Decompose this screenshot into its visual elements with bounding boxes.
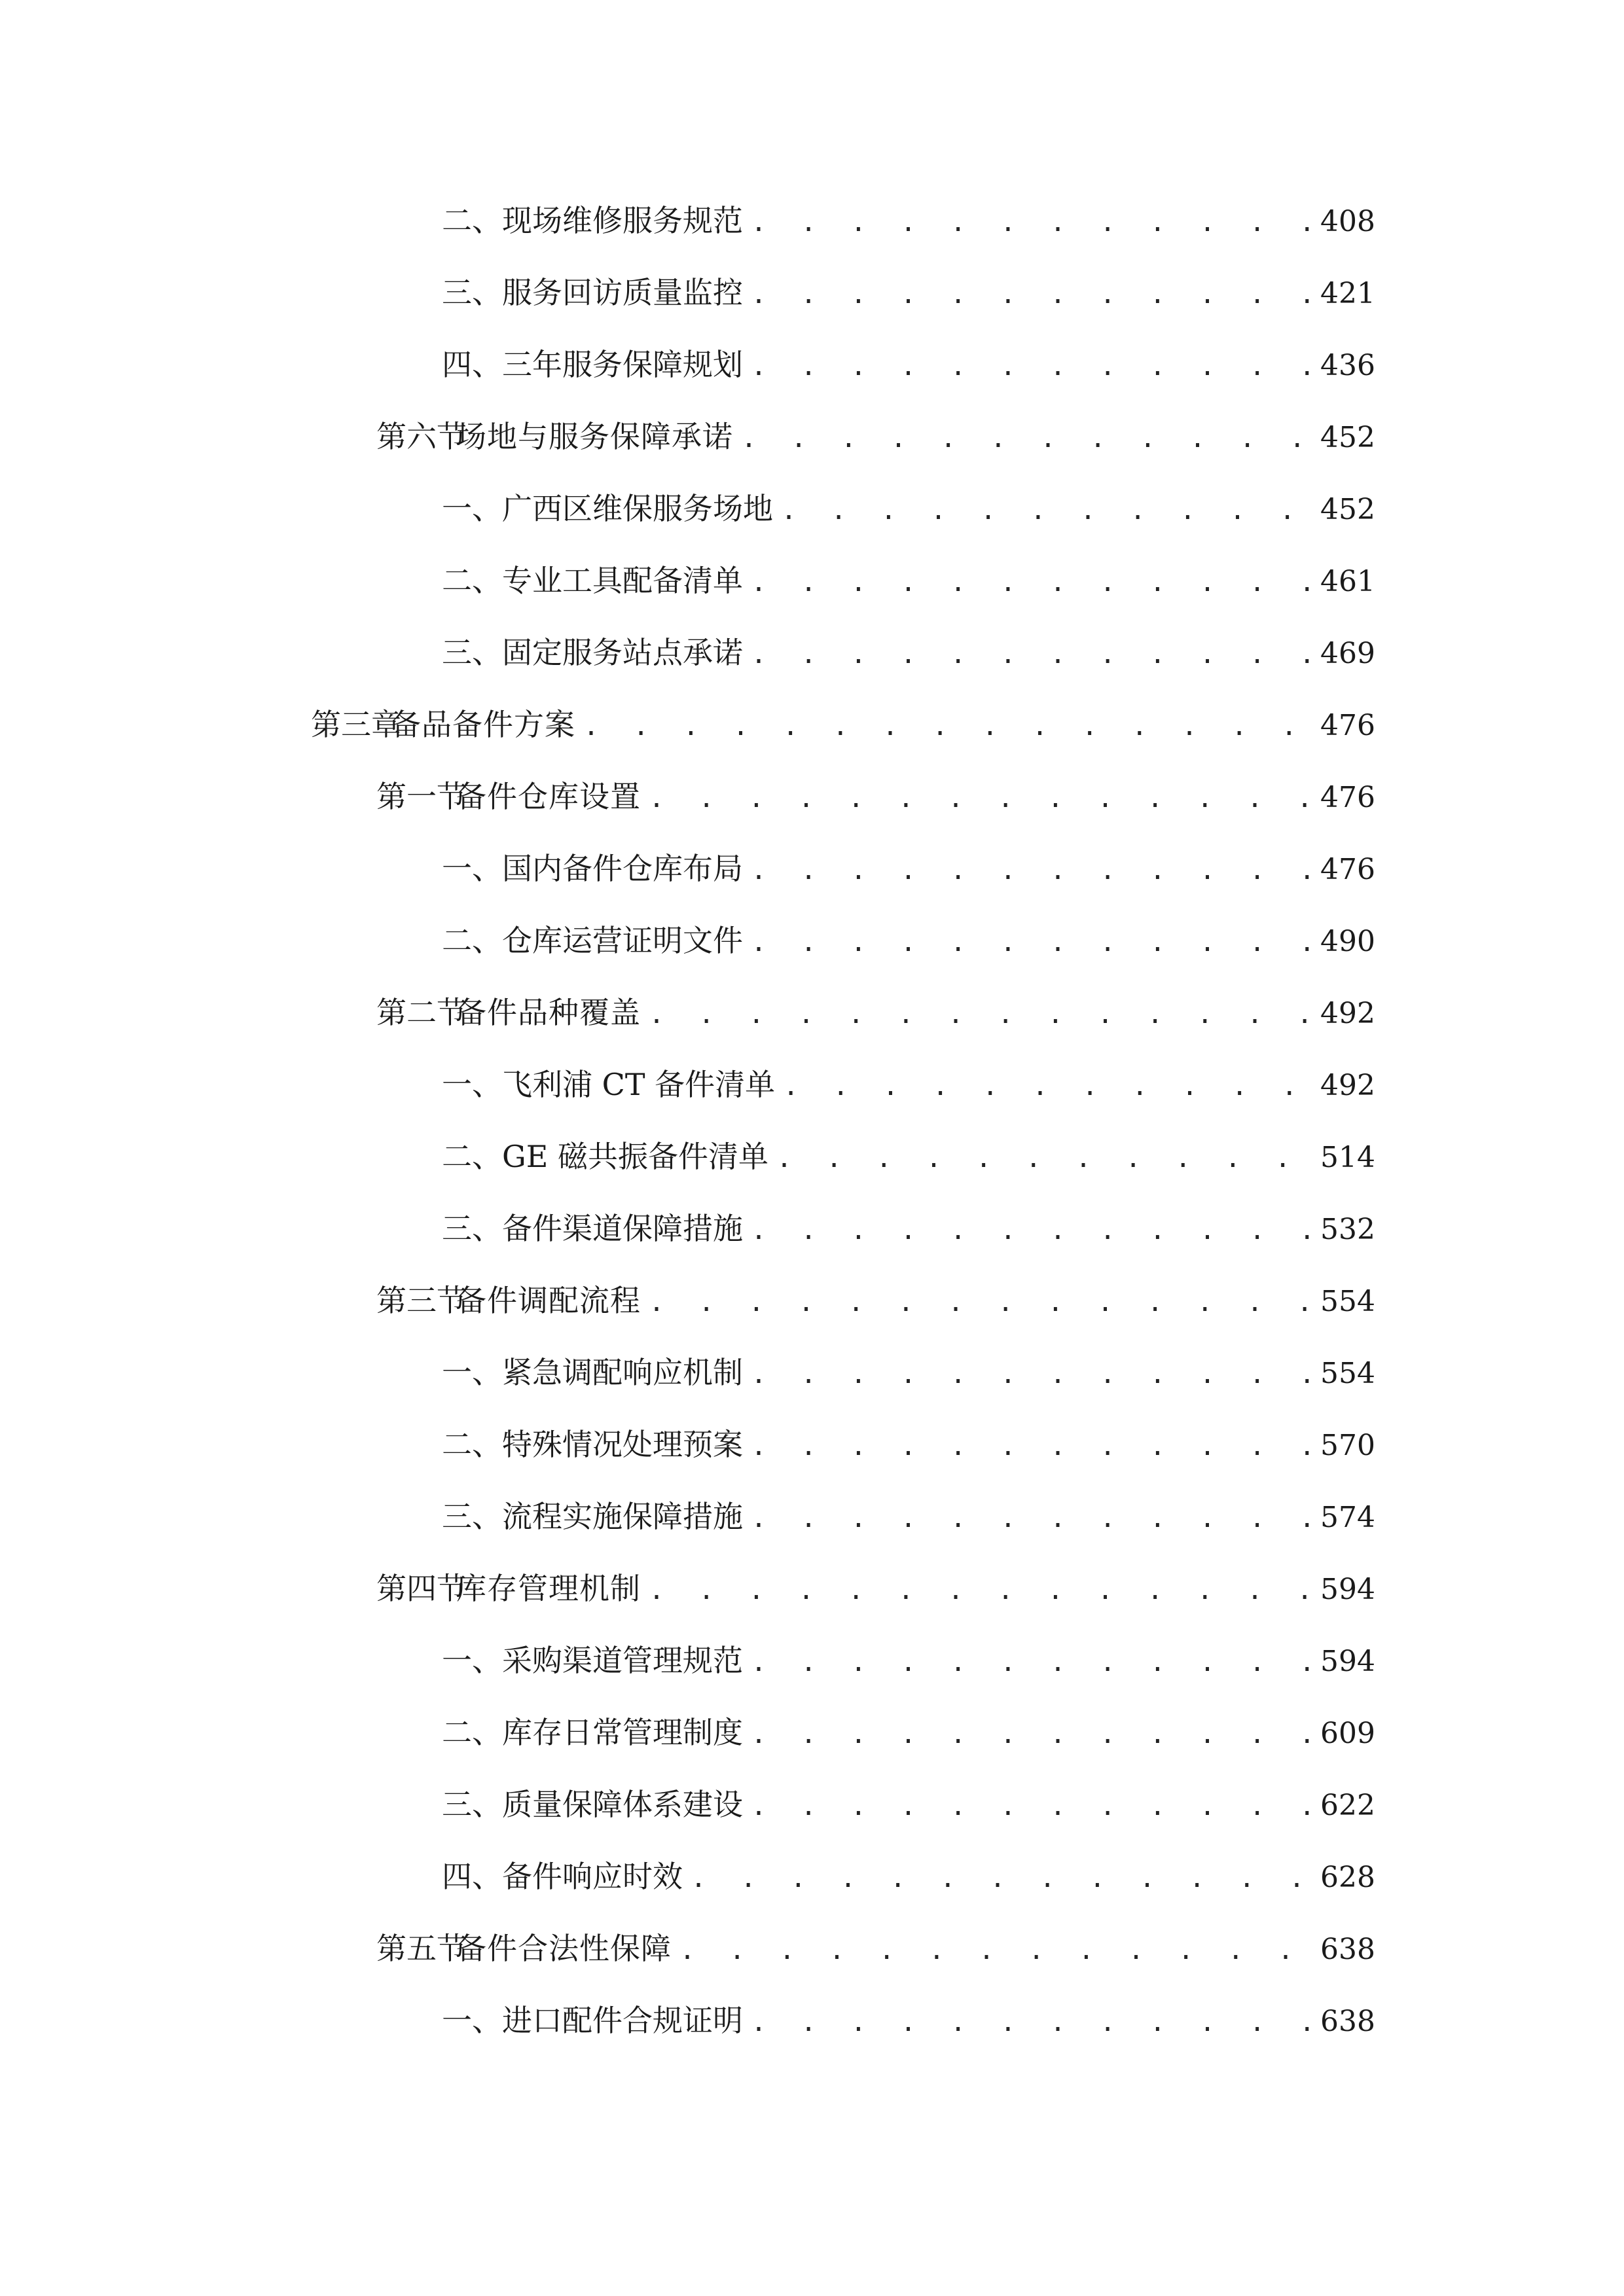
toc-entry-title: 服务回访质量监控 <box>502 275 743 310</box>
toc-entry-page: 514 <box>1320 1141 1375 1174</box>
toc-leader-dots <box>679 1934 1311 1967</box>
toc-entry-number: 二、 <box>442 1715 502 1750</box>
toc-leader-dots <box>751 854 1311 887</box>
toc-entry-number: 一、 <box>442 851 502 886</box>
toc-entry-number: 四、 <box>442 347 502 382</box>
toc-entry[interactable] <box>0 838 1624 910</box>
toc-leader-dots <box>781 494 1311 527</box>
toc-leader-dots <box>751 1646 1311 1679</box>
toc-entry-number: 四、 <box>442 1859 502 1894</box>
toc-entry-number: 三、 <box>442 635 502 670</box>
toc-leader-dots <box>751 926 1311 959</box>
toc-entry-title: 质量保障体系建设 <box>502 1787 743 1822</box>
toc-entry[interactable] <box>0 1630 1624 1702</box>
toc-entry-number: 一、 <box>442 1067 502 1102</box>
toc-entry-title: 专业工具配备清单 <box>502 563 743 598</box>
toc-entry-title: GE 磁共振备件清单 <box>502 1139 768 1174</box>
toc-entry-number: 三、 <box>442 275 502 310</box>
toc-entry-number: 二、 <box>442 563 502 598</box>
toc-entry-title: 紧急调配响应机制 <box>502 1355 743 1390</box>
toc-entry-number: 一、 <box>442 491 502 526</box>
toc-entry-title: 固定服务站点承诺 <box>502 635 743 670</box>
toc-entry-page: 594 <box>1320 1573 1375 1606</box>
toc-leader-dots <box>649 998 1311 1031</box>
toc-entry-number: 三、 <box>442 1787 502 1822</box>
toc-entry[interactable] <box>0 334 1624 406</box>
toc-entry[interactable] <box>0 982 1624 1054</box>
toc-entry[interactable] <box>0 1126 1624 1198</box>
toc-leader-dots <box>649 1286 1311 1319</box>
toc-entry-page: 594 <box>1320 1645 1375 1678</box>
toc-entry-page: 638 <box>1320 2005 1375 2038</box>
toc-entry[interactable] <box>0 550 1624 622</box>
toc-leader-dots <box>751 2006 1311 2039</box>
toc-entry-number: 第三节 <box>376 1283 467 1318</box>
toc-entry-title: 备件响应时效 <box>502 1859 683 1894</box>
toc-entry-page: 628 <box>1320 1861 1375 1894</box>
toc-entry[interactable] <box>0 1918 1624 1990</box>
toc-entry-number: 二、 <box>442 1139 502 1174</box>
toc-entry-page: 452 <box>1320 421 1375 454</box>
toc-entry-page: 492 <box>1320 1069 1375 1102</box>
toc-entry-number: 三、 <box>442 1211 502 1246</box>
toc-entry-title: 采购渠道管理规范 <box>502 1643 743 1678</box>
toc-entry-title: 现场维修服务规范 <box>502 203 743 238</box>
toc-entry[interactable] <box>0 1486 1624 1558</box>
toc-leader-dots <box>691 1862 1311 1895</box>
table-of-contents <box>0 190 1624 2062</box>
toc-entry[interactable] <box>0 1414 1624 1486</box>
toc-entry-number: 一、 <box>442 1643 502 1678</box>
toc-entry-number: 第二节 <box>376 995 467 1030</box>
toc-entry-page: 469 <box>1320 637 1375 670</box>
toc-entry-number: 第六节 <box>376 419 467 454</box>
toc-entry-title: 备件合法性保障 <box>456 1931 672 1966</box>
toc-leader-dots <box>751 1502 1311 1535</box>
toc-entry-number: 二、 <box>442 1427 502 1462</box>
toc-leader-dots <box>751 206 1311 239</box>
toc-entry[interactable] <box>0 1054 1624 1126</box>
toc-entry-page: 490 <box>1320 925 1375 958</box>
toc-leader-dots <box>649 1574 1311 1607</box>
toc-entry-number: 第一节 <box>376 779 467 814</box>
toc-entry-title: 备件渠道保障措施 <box>502 1211 743 1246</box>
toc-entry-title: 场地与服务保障承诺 <box>456 419 733 454</box>
toc-entry-number: 第四节 <box>376 1571 467 1606</box>
toc-entry-page: 554 <box>1320 1285 1375 1318</box>
toc-leader-dots <box>751 350 1311 383</box>
toc-entry[interactable] <box>0 1990 1624 2062</box>
toc-entry-page: 476 <box>1320 781 1375 814</box>
toc-entry-page: 408 <box>1320 205 1375 238</box>
toc-entry-number: 一、 <box>442 1355 502 1390</box>
toc-entry-title: 备件品种覆盖 <box>456 995 641 1030</box>
toc-entry[interactable] <box>0 766 1624 838</box>
toc-entry-page: 638 <box>1320 1933 1375 1966</box>
toc-entry[interactable] <box>0 262 1624 334</box>
toc-entry-page: 461 <box>1320 565 1375 598</box>
toc-leader-dots <box>751 566 1311 599</box>
toc-leader-dots <box>751 1358 1311 1391</box>
toc-leader-dots <box>776 1142 1311 1175</box>
toc-entry-title: 备品备件方案 <box>391 707 575 742</box>
toc-entry-title: 特殊情况处理预案 <box>502 1427 743 1462</box>
toc-entry[interactable] <box>0 1558 1624 1630</box>
toc-entry-number: 第五节 <box>376 1931 467 1966</box>
toc-leader-dots <box>751 638 1311 671</box>
toc-entry[interactable] <box>0 1198 1624 1270</box>
toc-entry-page: 554 <box>1320 1357 1375 1390</box>
toc-entry-title: 库存管理机制 <box>456 1571 641 1606</box>
toc-entry-page: 570 <box>1320 1429 1375 1462</box>
toc-entry[interactable] <box>0 1774 1624 1846</box>
toc-leader-dots <box>649 782 1311 815</box>
toc-entry[interactable] <box>0 1270 1624 1342</box>
toc-entry[interactable] <box>0 1846 1624 1918</box>
toc-entry[interactable] <box>0 1342 1624 1414</box>
toc-entry-title: 库存日常管理制度 <box>502 1715 743 1750</box>
toc-leader-dots <box>751 1430 1311 1463</box>
toc-entry-page: 452 <box>1320 493 1375 526</box>
toc-entry-page: 622 <box>1320 1789 1375 1822</box>
toc-entry-number: 一、 <box>442 2003 502 2038</box>
toc-entry[interactable] <box>0 478 1624 550</box>
toc-entry-title: 三年服务保障规划 <box>502 347 743 382</box>
toc-entry-title: 流程实施保障措施 <box>502 1499 743 1534</box>
toc-leader-dots <box>741 422 1311 455</box>
toc-entry-page: 532 <box>1320 1213 1375 1246</box>
toc-entry-number: 二、 <box>442 203 502 238</box>
toc-entry[interactable] <box>0 694 1624 766</box>
toc-entry-page: 476 <box>1320 853 1375 886</box>
toc-entry-page: 492 <box>1320 997 1375 1030</box>
toc-entry[interactable] <box>0 190 1624 262</box>
toc-entry[interactable] <box>0 406 1624 478</box>
toc-entry-page: 574 <box>1320 1501 1375 1534</box>
toc-entry-title: 仓库运营证明文件 <box>502 923 743 958</box>
toc-entry-number: 二、 <box>442 923 502 958</box>
toc-leader-dots <box>583 710 1311 743</box>
toc-entry-title: 进口配件合规证明 <box>502 2003 743 2038</box>
toc-entry-number: 第三章 <box>311 707 401 742</box>
toc-entry[interactable] <box>0 910 1624 982</box>
toc-leader-dots <box>751 1718 1311 1751</box>
toc-entry-page: 476 <box>1320 709 1375 742</box>
toc-entry-page: 436 <box>1320 349 1375 382</box>
toc-entry[interactable] <box>0 1702 1624 1774</box>
toc-entry-title: 备件仓库设置 <box>456 779 641 814</box>
toc-entry-title: 国内备件仓库布局 <box>502 851 743 886</box>
toc-entry-title: 备件调配流程 <box>456 1283 641 1318</box>
toc-leader-dots <box>751 1790 1311 1823</box>
toc-leader-dots <box>783 1070 1311 1103</box>
toc-entry[interactable] <box>0 622 1624 694</box>
toc-entry-title: 广西区维保服务场地 <box>502 491 773 526</box>
toc-leader-dots <box>751 278 1311 311</box>
toc-entry-number: 三、 <box>442 1499 502 1534</box>
toc-entry-page: 421 <box>1320 277 1375 310</box>
toc-entry-page: 609 <box>1320 1717 1375 1750</box>
toc-leader-dots <box>751 1214 1311 1247</box>
toc-entry-title: 飞利浦 CT 备件清单 <box>502 1067 776 1102</box>
